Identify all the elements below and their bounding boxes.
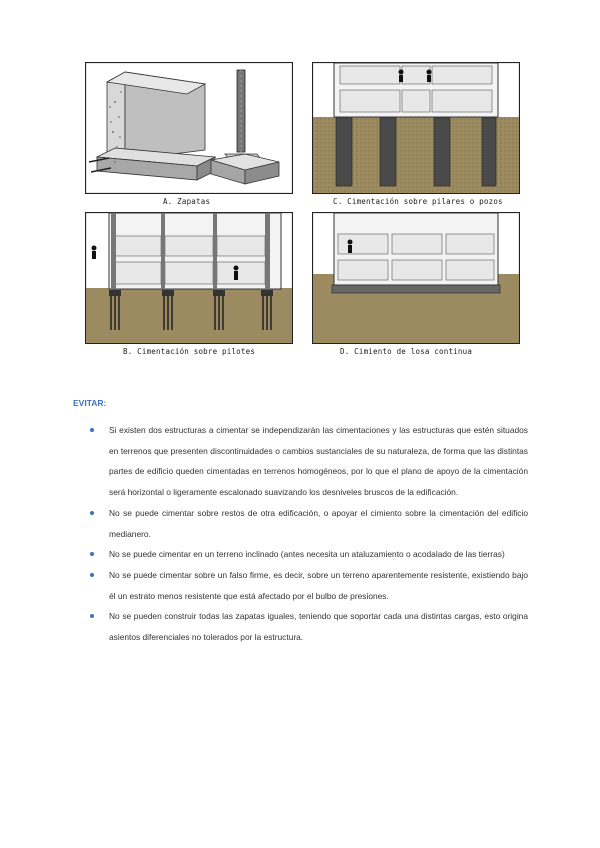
figure-a-zapatas <box>85 62 293 194</box>
bullet-icon <box>90 573 94 577</box>
list-item-text: No se puede cimentar sobre restos de otra edificación, o apoyar el cimiento sobre la cimentación del edificio medianero. <box>109 507 528 539</box>
list-item-text: No se puede cimentar sobre un falso firme, es decir, sobre un terreno aparentemente resistente, existiendo bajo él un estrato menos resistente que está afectado por el bulbo de presiones. <box>109 569 528 601</box>
bullet-icon <box>90 552 94 556</box>
caption-c: C. Cimentación sobre pilares o pozos <box>333 197 503 206</box>
list-item <box>88 565 528 606</box>
list-item <box>88 503 528 544</box>
list-item-text: No se pueden construir todas las zapatas iguales, teniendo que soportar cada una distintas cargas, esto origina asientos diferenciales no tolerados por la estructura. <box>109 611 528 643</box>
section-heading-evitar: EVITAR: <box>73 398 107 408</box>
figure-c-pilares <box>312 62 520 194</box>
caption-a: A. Zapatas <box>163 197 211 206</box>
list-item <box>88 420 528 503</box>
figure-d-losa <box>312 212 520 344</box>
bullet-icon <box>90 511 94 515</box>
caption-b: B. Cimentación sobre pilotes <box>123 347 256 356</box>
list-item <box>88 606 528 647</box>
caption-d: D. Cimiento de losa continua <box>340 347 473 356</box>
list-item-text: No se puede cimentar en un terreno inclinado (antes necesita un ataluzamiento o acodalado de las tierras) <box>109 549 505 560</box>
bullet-icon <box>90 428 94 432</box>
list-item-text: Si existen dos estructuras a cimentar se independizarán las cimentaciones y las estructuras que estén situados en terrenos que presenten discontinuidades o cambios sustanciales de su naturaleza, de forma que las distintas partes de edificio queden cimentadas en terrenos homogéneos, por lo que el plano de apoyo de la cimentación será horizontal o ligeramente escalonado suavizando los desniveles bruscos de la edificación. <box>109 425 528 498</box>
list-item <box>88 544 528 565</box>
avoid-list <box>88 420 528 648</box>
figure-b-pilotes <box>85 212 293 344</box>
bullet-icon <box>90 614 94 618</box>
